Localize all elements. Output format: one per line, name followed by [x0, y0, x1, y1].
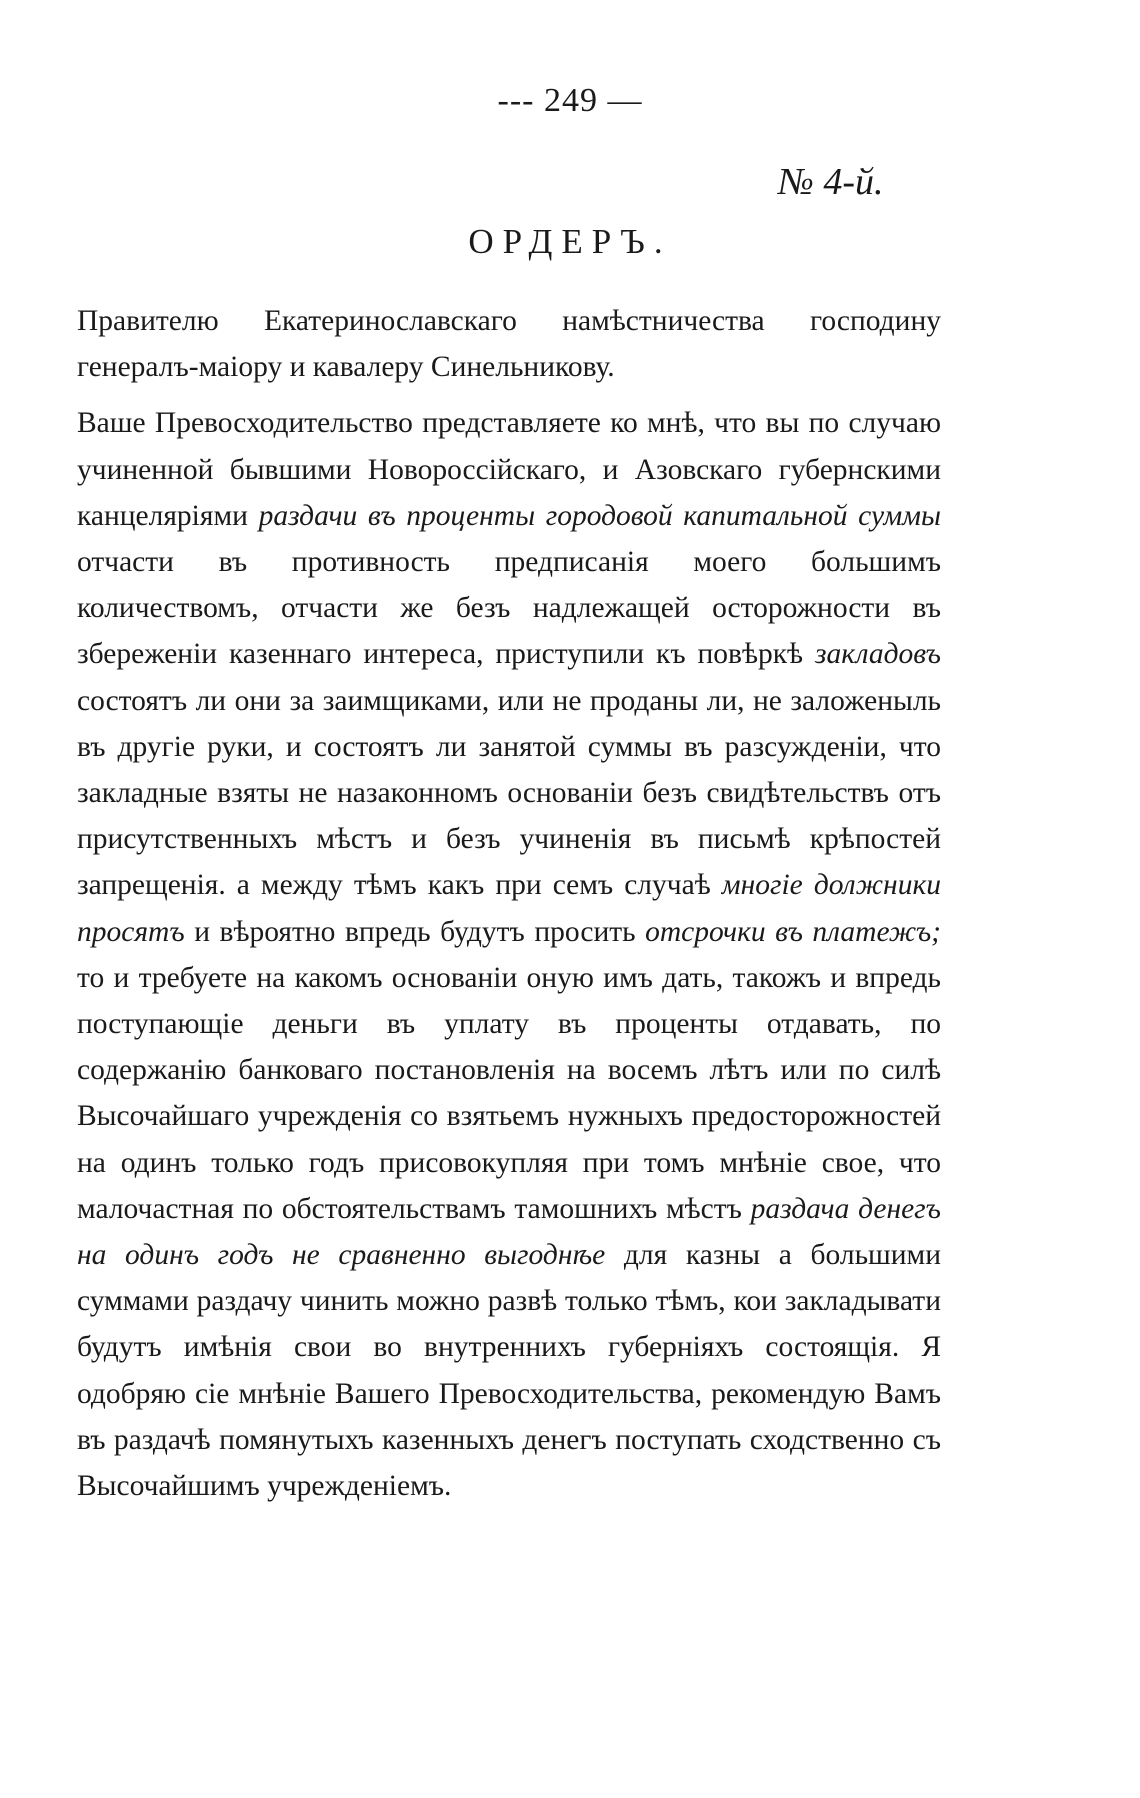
text-run: для казны а большими суммами раздачу чинить можно развѣ только тѣмъ, кои закладывати будутъ имѣнія свои во внутреннихъ губерніяхъ состоящія. Я одобряю сіе мнѣніе Вашего Превосходительства, рекомендую Вамъ въ раздачѣ помянутыхъ казенныхъ денегъ поступать сходственно съ Высочайшимъ учрежденіемъ. [77, 1239, 941, 1503]
document-number: № 4-й. [778, 161, 884, 203]
text-run: то и требуете на какомъ основаніи оную имъ дать, такожъ и впредь поступающіе деньги въ уплату въ проценты отдавать, по содержанію банковаго постановленія на восемъ лѣтъ или по силѣ Высочайшаго учрежденія со взятьемъ нужныхъ предосторожностей на одинъ только годъ присовокупляя при томъ мнѣніе свое, что малочастная по обстоятельствамъ тамошнихъ мѣстъ [77, 961, 941, 1225]
document-title: ОРДЕРЪ. [468, 222, 672, 261]
italic-text-run: многіе должники просятъ [77, 869, 941, 948]
italic-text-run: отсрочки въ платежъ; [645, 915, 941, 948]
italic-text-run: раздача денегъ на одинъ годъ не сравненно выгоднѣе [77, 1192, 941, 1272]
addressee-paragraph: Правителю Екатеринославскаго намѣстничества господину генералъ-маіору и кавалеру Синельникову. [77, 305, 941, 384]
text-run: и вѣроятно впредь будутъ просить [184, 915, 646, 948]
text-run: отчасти въ противность предписанія моего большимъ количествомъ, отчасти же безъ надлежащей осторожности въ збереженіи казеннаго интереса, приступили къ повѣркѣ [77, 546, 941, 671]
text-run: состоятъ ли они за заимщиками, или не проданы ли, не заложеныль въ другіе руки, и состоятъ ли занятой суммы въ разсужденіи, что закладные взяты не назаконномъ основаніи безъ свидѣтельствъ отъ присутственныхъ мѣстъ и безъ учиненія въ письмѣ крѣпостей запрещенія. а между тѣмъ какъ при семъ случаѣ [77, 684, 941, 902]
text-run: Ваше Превосходительство представляете ко мнѣ, что вы по случаю учиненной бывшими Новороссійскаго, и Азовскаго губернскими канцеляріями [77, 407, 941, 532]
italic-text-run: закладовъ [814, 638, 941, 671]
page-number: --- 249 — [497, 82, 643, 119]
main-paragraph [77, 400, 941, 1509]
italic-text-run: раздачи въ проценты городовой капитальной суммы [258, 499, 941, 532]
document-body [77, 298, 941, 1509]
